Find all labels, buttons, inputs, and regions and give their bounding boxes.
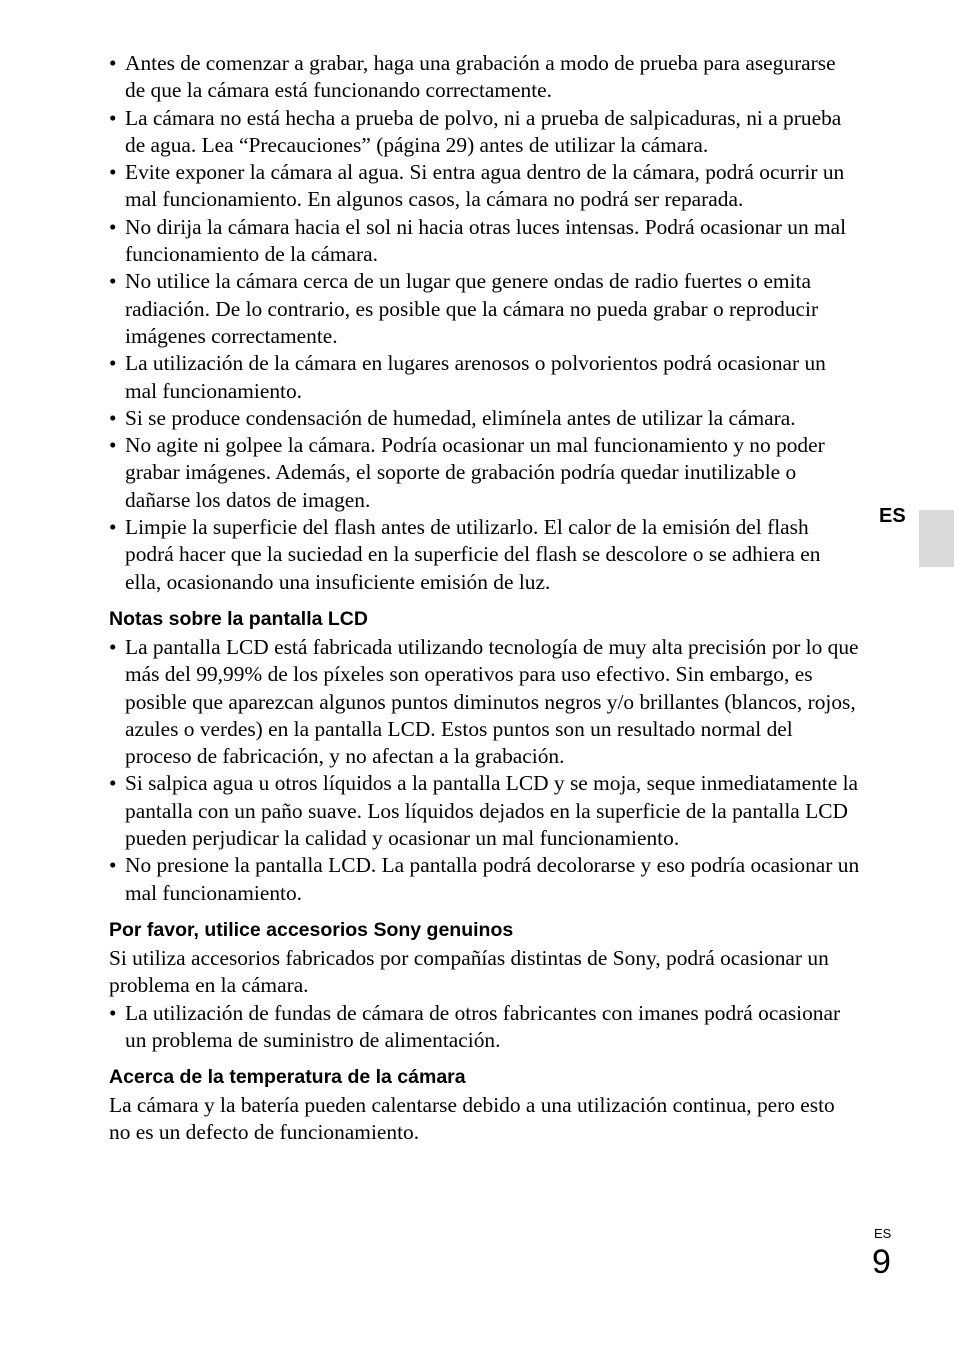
page-content — [109, 50, 861, 1147]
list-item — [109, 159, 861, 214]
list-item — [109, 770, 861, 852]
list-item-text: La cámara no está hecha a prueba de polvo, ni a prueba de salpicaduras, ni a prueba de agua. Lea “Precauciones” (página 29) antes de utilizar la cámara. — [125, 105, 842, 157]
paragraph: La cámara y la batería pueden calentarse debido a una utilización continua, pero esto no es un defecto de funcionamiento. — [109, 1093, 835, 1145]
bullet-list — [109, 50, 861, 596]
list-item — [109, 634, 861, 770]
section-heading-accessories: Por favor, utilice accesorios Sony genuinos — [109, 918, 514, 941]
list-item — [109, 105, 861, 160]
page-number: 9 — [872, 1243, 891, 1281]
list-item — [109, 432, 861, 514]
bullet-list — [109, 634, 861, 907]
list-item-text: Evite exponer la cámara al agua. Si entra agua dentro de la cámara, podrá ocurrir un mal funcionamiento. En algunos casos, la cámara no podrá ser reparada. — [125, 160, 845, 212]
list-item — [109, 214, 861, 269]
section-heading-lcd: Notas sobre la pantalla LCD — [109, 607, 368, 630]
bullet-icon: • — [109, 405, 117, 430]
list-item — [109, 350, 861, 405]
list-item — [109, 405, 861, 432]
list-item-text: Antes de comenzar a grabar, haga una grabación a modo de prueba para asegurarse de que la cámara está funcionando correctamente. — [125, 51, 836, 103]
bullet-icon: • — [109, 433, 117, 458]
bullet-icon: • — [109, 634, 117, 659]
bullet-icon: • — [109, 214, 117, 239]
list-item-text: La utilización de la cámara en lugares arenosos o polvorientos podrá ocasionar un mal funcionamiento. — [125, 351, 826, 403]
list-item-text: La utilización de fundas de cámara de otros fabricantes con imanes podrá ocasionar un problema de suministro de alimentación. — [125, 1000, 841, 1052]
list-item-text: No presione la pantalla LCD. La pantalla podrá decolorarse y eso podría ocasionar un mal funcionamiento. — [125, 853, 860, 905]
list-item — [109, 1000, 861, 1055]
language-side-tab — [919, 510, 954, 567]
footer-language: ES — [874, 1226, 892, 1241]
list-item — [109, 50, 861, 105]
bullet-icon: • — [109, 105, 117, 130]
bullet-icon: • — [109, 269, 117, 294]
language-tab-label: ES — [879, 505, 906, 527]
list-item-text: No utilice la cámara cerca de un lugar que genere ondas de radio fuertes o emita radiación. De lo contrario, es posible que la cámara no pueda grabar o reproducir imágenes correctamente. — [125, 269, 819, 348]
bullet-icon: • — [109, 160, 117, 185]
list-item — [109, 514, 861, 596]
bullet-icon: • — [109, 351, 117, 376]
list-item-text: Si salpica agua u otros líquidos a la pantalla LCD y se moja, seque inmediatamente la pantalla con un paño suave. Los líquidos dejados en la superficie de la pantalla LCD pueden perjudicar la calidad y ocasionar un mal funcionamiento. — [125, 771, 859, 851]
bullet-icon: • — [109, 51, 117, 75]
list-item — [109, 852, 861, 907]
section-heading-temperature: Acerca de la temperatura de la cámara — [109, 1066, 466, 1089]
bullet-icon: • — [109, 853, 117, 878]
list-item-text: No dirija la cámara hacia el sol ni hacia otras luces intensas. Podrá ocasionar un mal funcionamiento de la cámara. — [125, 214, 847, 267]
list-item — [109, 268, 861, 350]
bullet-list — [109, 1000, 861, 1055]
list-item-text: La pantalla LCD está fabricada utilizando tecnología de muy alta precisión por lo que más del 99,99% de los píxeles son operativos para uso efectivo. Sin embargo, es posible que aparezcan algunos puntos diminutos negros y/o brillantes (blancos, rojos, azules o verdes) en la pantalla LCD. Estos puntos son un resultado normal del proceso de fabricación, y no afectan a la grabación. — [125, 634, 859, 769]
list-item-text: Limpie la superficie del flash antes de utilizarlo. El calor de la emisión del flash podrá hacer que la suciedad en la superficie del flash se descolore o se adhiera en ella, ocasionando una insuficiente emisión de luz. — [125, 515, 821, 594]
list-item-text: No agite ni golpee la cámara. Podría ocasionar un mal funcionamiento y no poder grabar imágenes. Además, el soporte de grabación podría quedar inutilizable o dañarse los datos de imagen. — [125, 433, 825, 512]
bullet-icon: • — [109, 771, 117, 796]
paragraph: Si utiliza accesorios fabricados por compañías distintas de Sony, podrá ocasionar un problema en la cámara. — [109, 945, 829, 998]
bullet-icon: • — [109, 1000, 117, 1025]
list-item-text: Si se produce condensación de humedad, elimínela antes de utilizar la cámara. — [125, 405, 796, 430]
bullet-icon: • — [109, 515, 117, 540]
